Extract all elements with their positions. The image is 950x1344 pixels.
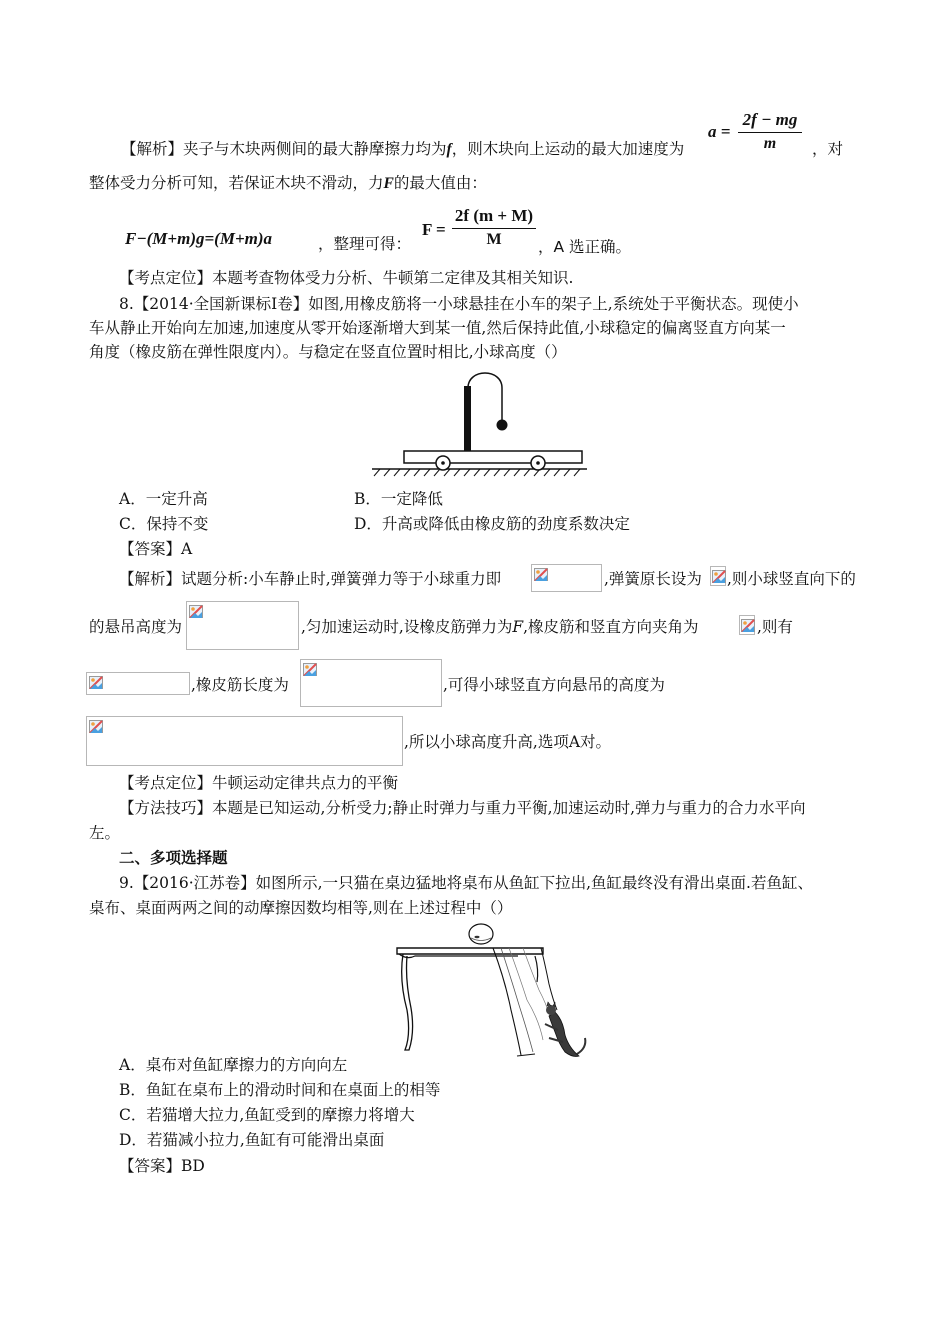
broken-image-symbol <box>710 566 726 586</box>
q8-exp-4: ,所以小球高度升高,选项A对。 <box>404 733 612 751</box>
q8-exp-1a: 【解析】试题分析:小车静止时,弹簧弹力等于小球重力即 <box>119 570 502 588</box>
analysis-label: 【解析】 <box>121 140 184 158</box>
q8-exp-3b: ,可得小球竖直方向悬吊的高度为 <box>443 676 665 694</box>
q9-line-2: 桌布、桌面两两之间的动摩擦因数均相等,则在上述过程中（） <box>89 899 513 917</box>
broken-image-formula <box>300 659 442 707</box>
q8-exp-1b: ,弹簧原长设为 <box>604 570 702 588</box>
q8-exp-1c: ,则小球竖直向下的 <box>727 570 856 588</box>
q8-line-1: 8.【2014·全国新课标Ⅰ卷】如图,用橡皮筋将一小球悬挂在小车的架子上,系统处于平衡状态。现使小 <box>119 295 799 313</box>
q8-option-b: B．一定降低 <box>354 490 443 508</box>
formula-a-lhs: a = <box>708 122 731 141</box>
broken-image-formula <box>86 716 403 766</box>
q8-option-d: D．升高或降低由橡皮筋的劲度系数决定 <box>354 515 630 533</box>
formula-a-fraction: $\frac{2f - mg}{m}$ <box>738 110 802 153</box>
formula-F-fraction: $\frac{2f (m + M)}{M}$ <box>452 206 536 249</box>
q9-option-c: C．若猫增大拉力,鱼缸受到的摩擦力将增大 <box>119 1106 415 1124</box>
q8-option-a: A．一定升高 <box>119 490 208 508</box>
q9-line-1: 9.【2016·江苏卷】如图所示,一只猫在桌边猛地将桌布从鱼缸下拉出,鱼缸最终没有滑出桌面.若鱼缸、 <box>119 874 813 892</box>
q8-answer: 【答案】A <box>119 540 193 558</box>
broken-image-icon <box>89 675 103 689</box>
formula-F-lhs: F = <box>422 220 446 239</box>
broken-image-symbol <box>739 615 755 635</box>
analysis-line-3: ，整理可得： <box>318 235 412 253</box>
q8-exp-2b: ,匀加速运动时,设橡皮筋弹力为F,橡皮筋和竖直方向夹角为 <box>301 618 699 636</box>
q8-exp-3a: ,橡皮筋长度为 <box>191 676 289 694</box>
q8-method-1: 【方法技巧】本题是已知运动,分析受力;静止时弹力与重力平衡,加速运动时,弹力与重力的合力水平向 <box>119 799 806 817</box>
cart-pendulum-figure <box>372 368 587 478</box>
q9-option-d: D．若猫减小拉力,鱼缸有可能滑出桌面 <box>119 1131 385 1149</box>
var-f: f <box>446 141 452 158</box>
analysis-line-2: 整体受力分析可知，若保证木块不滑动，力F的最大值由： <box>89 174 487 192</box>
q8-option-c: C．保持不变 <box>119 515 209 533</box>
q9-answer: 【答案】BD <box>119 1157 205 1175</box>
broken-image-formula <box>186 601 299 650</box>
q9-option-a: A．桌布对鱼缸摩擦力的方向向左 <box>119 1056 348 1074</box>
analysis-line-3-tail: ，A 选正确。 <box>538 238 632 256</box>
broken-image-icon <box>712 569 726 583</box>
equation-newton: F−(M+m)g=(M+m)a <box>125 229 273 248</box>
q8-exp-2d: ,则有 <box>757 618 793 636</box>
analysis-line-1: 【解析】夹子与木块两侧间的最大静摩擦力均为f，则木块向上运动的最大加速度为 <box>121 140 685 158</box>
broken-image-icon <box>303 662 317 676</box>
q9-option-b: B．鱼缸在桌布上的滑动时间和在桌面上的相等 <box>119 1081 441 1099</box>
broken-image-icon <box>534 567 548 581</box>
broken-image-icon <box>89 719 103 733</box>
q8-exp-2a: 的悬吊高度为 <box>89 618 183 636</box>
q8-method-2: 左。 <box>89 824 121 842</box>
broken-image-formula <box>531 564 602 592</box>
kaodian-1: 【考点定位】本题考查物体受力分析、牛顿第二定律及其相关知识. <box>119 269 574 287</box>
q8-line-2: 车从静止开始向左加速,加速度从零开始逐渐增大到某一值,然后保持此值,小球稳定的偏离竖直方向某一 <box>89 319 786 337</box>
q8-kaodian: 【考点定位】牛顿运动定律共点力的平衡 <box>119 774 399 792</box>
section-title: 二、多项选择题 <box>119 848 228 867</box>
q8-line-3: 角度（橡皮筋在弹性限度内）。与稳定在竖直位置时相比,小球高度（） <box>89 343 567 361</box>
broken-image-icon <box>741 618 755 632</box>
broken-image-icon <box>189 604 203 618</box>
analysis-line-1-tail: ，对 <box>812 140 844 158</box>
broken-image-formula <box>86 672 190 695</box>
cat-tablecloth-figure <box>393 920 593 1060</box>
